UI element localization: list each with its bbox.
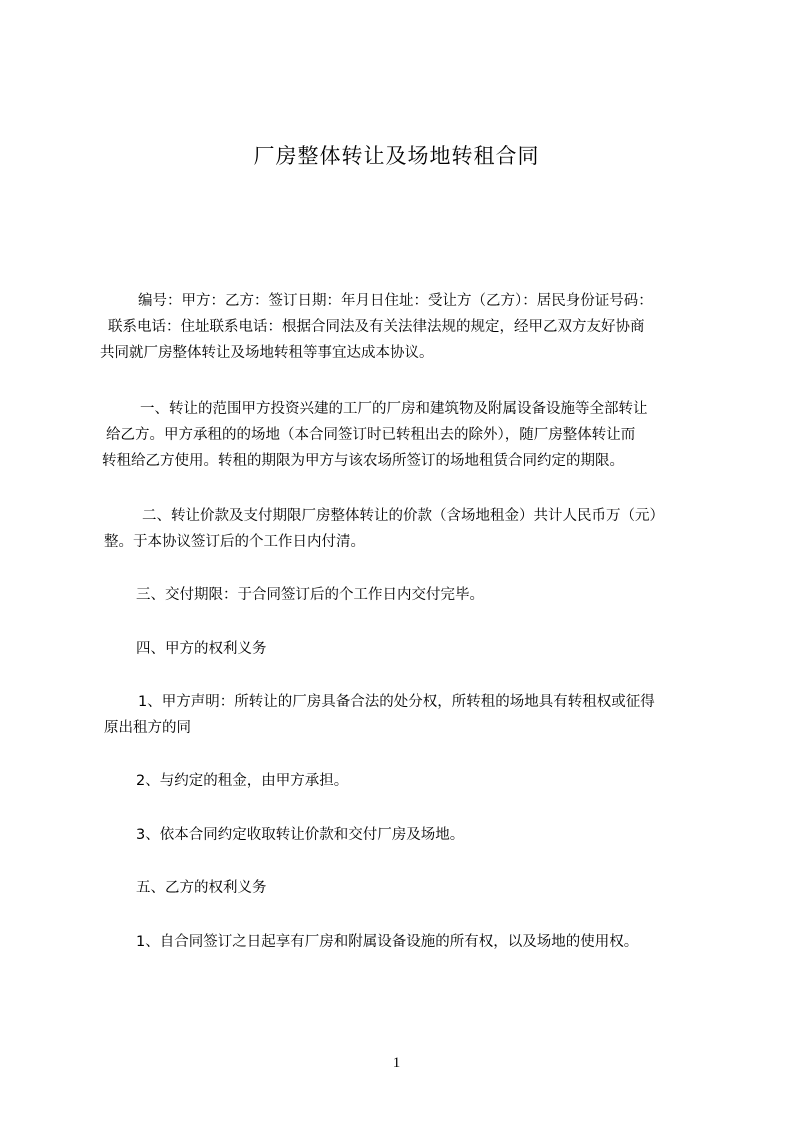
section-5-heading — [106, 875, 716, 901]
section-4-heading — [106, 636, 716, 662]
section-5-heading-text: 五、乙方的权利义务 — [136, 880, 267, 896]
section-4-heading-text: 四、甲方的权利义务 — [136, 641, 267, 657]
section-1-line-2: 给乙方。甲方承租的的场地（本合同签订时已转租出去的除外），随厂房整体转让而 — [106, 427, 636, 443]
section-4-item-1 — [106, 689, 716, 741]
intro-paragraph — [100, 288, 716, 366]
section-3-paragraph — [106, 582, 716, 608]
section-3-line-1: 三、交付期限：于合同签订后的个工作日内交付完毕。 — [136, 587, 484, 603]
section-2-paragraph — [106, 503, 716, 555]
section-4-item-1-line-2: 原出租方的同 — [104, 720, 191, 736]
section-5-item-1-text: 1、自合同签订之日起享有厂房和附属设备设施的所有权，以及场地的使用权。 — [136, 934, 639, 950]
section-5-item-1 — [106, 929, 716, 955]
section-4-item-2 — [106, 768, 716, 794]
section-1-line-1: 一、转让的范围甲方投资兴建的工厂的厂房和建筑物及附属设备设施等全部转让 — [140, 401, 648, 417]
section-2-line-2: 整。于本协议签订后的个工作日内付清。 — [104, 534, 365, 550]
section-4-item-1-line-1: 1、甲方声明：所转让的厂房具备合法的处分权，所转租的场地具有转租权或征得 — [138, 694, 655, 710]
section-1-paragraph — [102, 396, 716, 474]
intro-line-2: 联系电话：住址联系电话：根据合同法及有关法律法规的规定，经甲乙双方友好协商 — [108, 319, 645, 335]
section-1-line-3: 转租给乙方使用。转租的期限为甲方与该农场所签订的场地租赁合同约定的期限。 — [102, 453, 624, 469]
section-4-item-2-text: 2、与约定的租金，由甲方承担。 — [136, 773, 349, 789]
document-title: 厂房整体转让及场地转租合同 — [253, 144, 540, 168]
section-4-item-3 — [106, 822, 716, 848]
section-2-line-1: 二、转让价款及支付期限厂房整体转让的价款（含场地租金）共计人民币万（元） — [142, 508, 664, 524]
intro-line-3: 共同就厂房整体转让及场地转租等事宜达成本协议。 — [100, 345, 434, 361]
page-number: 1 — [392, 1055, 401, 1071]
section-4-item-3-text: 3、依本合同约定收取转让价款和交付厂房及场地。 — [136, 827, 465, 843]
intro-line-1: 编号：甲方：乙方：签订日期：年月日住址：受让方（乙方）：居民身份证号码： — [138, 293, 653, 309]
